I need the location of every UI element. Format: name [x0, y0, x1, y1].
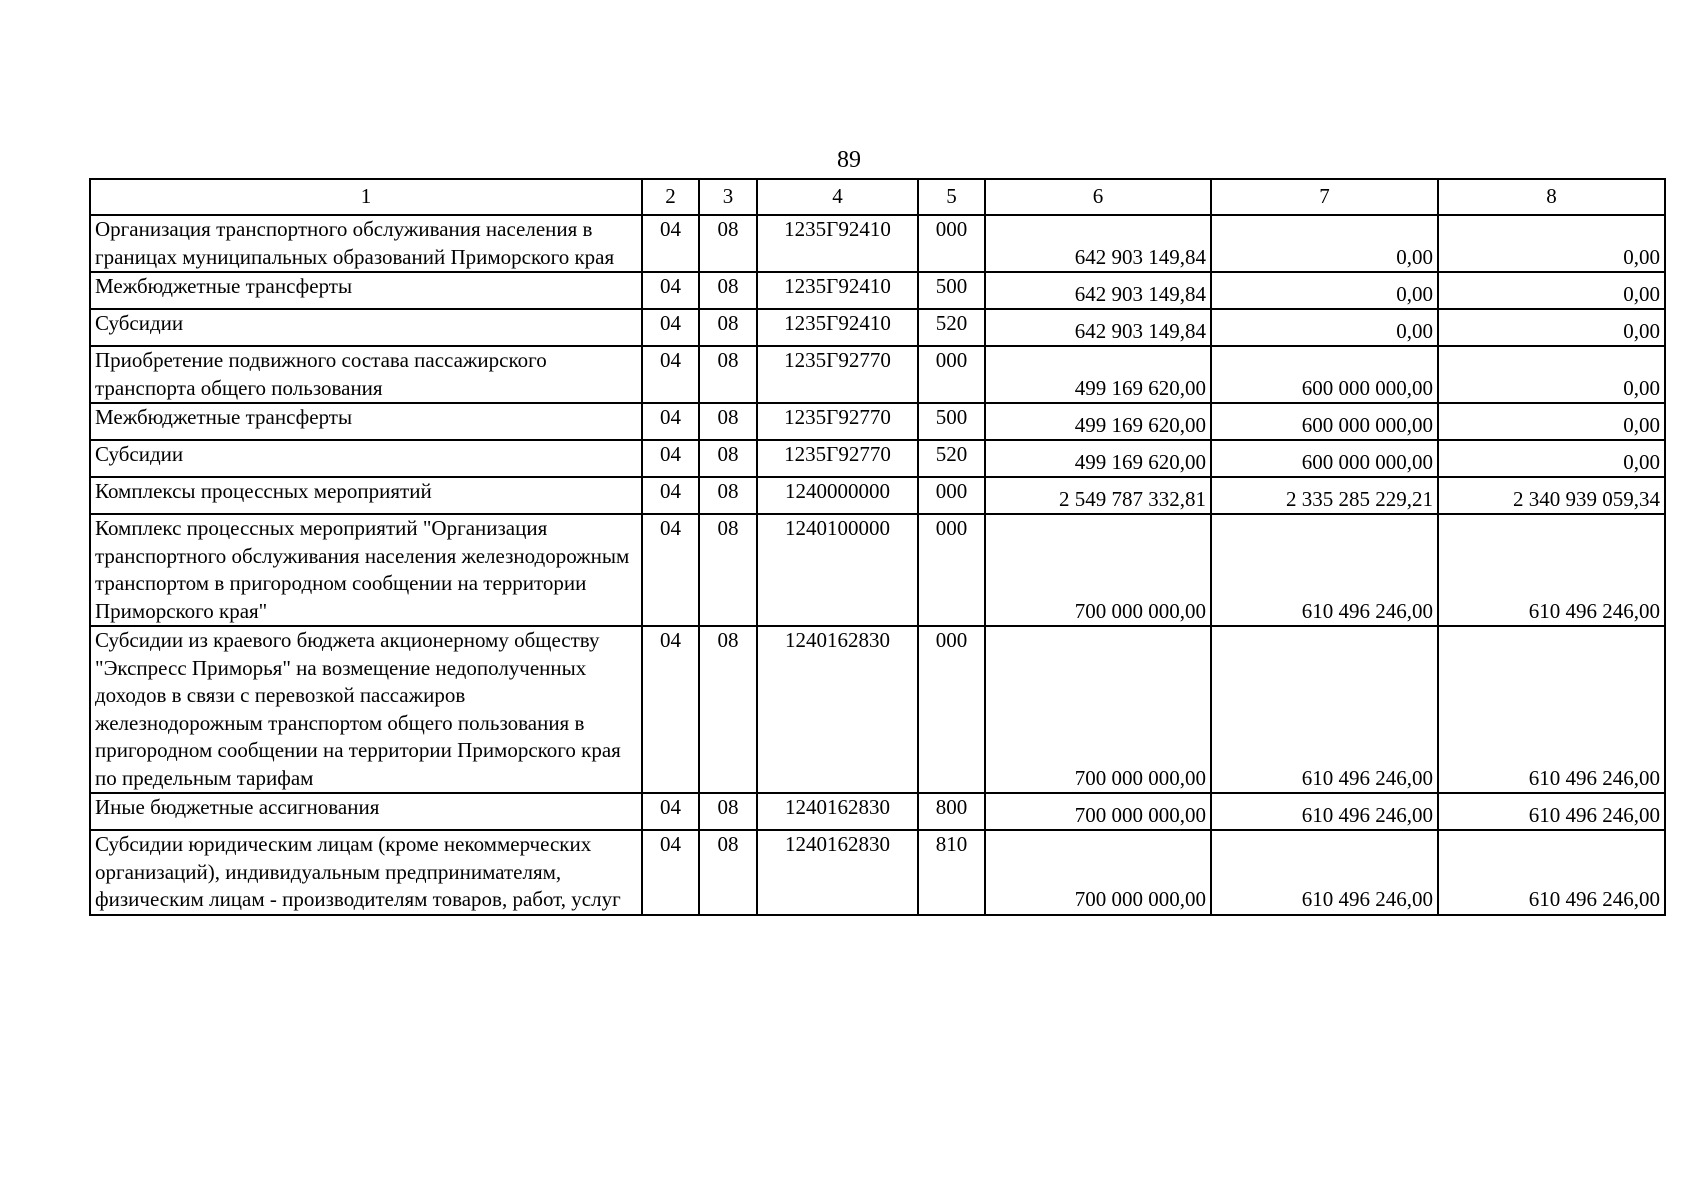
target-code-cell: 1235Г92770: [757, 403, 918, 440]
expense-type-cell: 520: [918, 309, 985, 346]
table-row: [90, 514, 1665, 626]
subsection-cell: 08: [699, 272, 757, 309]
amount-cell: 642 903 149,84: [985, 215, 1211, 272]
table-row: [90, 309, 1665, 346]
column-header: 5: [918, 179, 985, 215]
section-cell: 04: [642, 272, 699, 309]
item-name-cell: Субсидии юридическим лицам (кроме некоммерческих организаций), индивидуальным предпринимателям, физическим лицам - производителям товаров, работ, услуг: [90, 830, 642, 915]
expense-type-cell: 000: [918, 346, 985, 403]
item-name-cell: Организация транспортного обслуживания населения в границах муниципальных образований Приморского края: [90, 215, 642, 272]
amount-cell: 700 000 000,00: [985, 830, 1211, 915]
target-code-cell: 1235Г92770: [757, 346, 918, 403]
section-cell: 04: [642, 626, 699, 793]
column-header: 1: [90, 179, 642, 215]
item-name-cell: Субсидии из краевого бюджета акционерному обществу "Экспресс Приморья" на возмещение недополученных доходов в связи с перевозкой пассажиров железнодорожным транспортом общего пользования в пригородном сообщении на территории Приморского края по предельным тарифам: [90, 626, 642, 793]
subsection-cell: 08: [699, 626, 757, 793]
amount-cell: 2 549 787 332,81: [985, 477, 1211, 514]
amount-cell: 610 496 246,00: [1211, 830, 1438, 915]
section-cell: 04: [642, 830, 699, 915]
subsection-cell: 08: [699, 830, 757, 915]
item-name-cell: Субсидии: [90, 440, 642, 477]
amount-cell: 610 496 246,00: [1438, 830, 1665, 915]
item-name-cell: Межбюджетные трансферты: [90, 403, 642, 440]
section-cell: 04: [642, 309, 699, 346]
subsection-cell: 08: [699, 346, 757, 403]
amount-cell: 0,00: [1438, 403, 1665, 440]
column-header: 7: [1211, 179, 1438, 215]
table-header-row: [90, 179, 1665, 215]
subsection-cell: 08: [699, 514, 757, 626]
amount-cell: 2 340 939 059,34: [1438, 477, 1665, 514]
amount-cell: 600 000 000,00: [1211, 440, 1438, 477]
table-row: [90, 346, 1665, 403]
amount-cell: 0,00: [1211, 215, 1438, 272]
target-code-cell: 1240100000: [757, 514, 918, 626]
target-code-cell: 1240000000: [757, 477, 918, 514]
page-number: 89: [837, 147, 861, 173]
target-code-cell: 1240162830: [757, 830, 918, 915]
table-row: [90, 403, 1665, 440]
amount-cell: 2 335 285 229,21: [1211, 477, 1438, 514]
amount-cell: 0,00: [1211, 272, 1438, 309]
amount-cell: 499 169 620,00: [985, 440, 1211, 477]
subsection-cell: 08: [699, 403, 757, 440]
section-cell: 04: [642, 440, 699, 477]
expense-type-cell: 000: [918, 626, 985, 793]
budget-table: [89, 178, 1666, 916]
amount-cell: 610 496 246,00: [1438, 793, 1665, 830]
table-row: [90, 272, 1665, 309]
amount-cell: 700 000 000,00: [985, 793, 1211, 830]
amount-cell: 0,00: [1438, 309, 1665, 346]
section-cell: 04: [642, 346, 699, 403]
amount-cell: 610 496 246,00: [1438, 514, 1665, 626]
amount-cell: 610 496 246,00: [1211, 514, 1438, 626]
expense-type-cell: 810: [918, 830, 985, 915]
amount-cell: 700 000 000,00: [985, 514, 1211, 626]
target-code-cell: 1235Г92410: [757, 272, 918, 309]
target-code-cell: 1235Г92770: [757, 440, 918, 477]
item-name-cell: Иные бюджетные ассигнования: [90, 793, 642, 830]
amount-cell: 700 000 000,00: [985, 626, 1211, 793]
section-cell: 04: [642, 477, 699, 514]
target-code-cell: 1240162830: [757, 793, 918, 830]
target-code-cell: 1235Г92410: [757, 215, 918, 272]
subsection-cell: 08: [699, 309, 757, 346]
amount-cell: 642 903 149,84: [985, 272, 1211, 309]
amount-cell: 0,00: [1438, 215, 1665, 272]
amount-cell: 0,00: [1438, 346, 1665, 403]
section-cell: 04: [642, 403, 699, 440]
subsection-cell: 08: [699, 215, 757, 272]
expense-type-cell: 000: [918, 514, 985, 626]
amount-cell: 600 000 000,00: [1211, 403, 1438, 440]
item-name-cell: Межбюджетные трансферты: [90, 272, 642, 309]
section-cell: 04: [642, 793, 699, 830]
item-name-cell: Субсидии: [90, 309, 642, 346]
amount-cell: 610 496 246,00: [1438, 626, 1665, 793]
expense-type-cell: 520: [918, 440, 985, 477]
amount-cell: 600 000 000,00: [1211, 346, 1438, 403]
column-header: 3: [699, 179, 757, 215]
amount-cell: 610 496 246,00: [1211, 793, 1438, 830]
item-name-cell: Комплексы процессных мероприятий: [90, 477, 642, 514]
amount-cell: 499 169 620,00: [985, 403, 1211, 440]
expense-type-cell: 000: [918, 477, 985, 514]
section-cell: 04: [642, 514, 699, 626]
expense-type-cell: 500: [918, 272, 985, 309]
amount-cell: 0,00: [1438, 440, 1665, 477]
table-row: [90, 440, 1665, 477]
item-name-cell: Приобретение подвижного состава пассажирского транспорта общего пользования: [90, 346, 642, 403]
table-row: [90, 477, 1665, 514]
item-name-cell: Комплекс процессных мероприятий "Организация транспортного обслуживания населения железнодорожным транспортом в пригородном сообщении на территории Приморского края": [90, 514, 642, 626]
target-code-cell: 1235Г92410: [757, 309, 918, 346]
amount-cell: 642 903 149,84: [985, 309, 1211, 346]
amount-cell: 0,00: [1438, 272, 1665, 309]
amount-cell: 499 169 620,00: [985, 346, 1211, 403]
column-header: 8: [1438, 179, 1665, 215]
column-header: 6: [985, 179, 1211, 215]
subsection-cell: 08: [699, 793, 757, 830]
column-header: 2: [642, 179, 699, 215]
amount-cell: 610 496 246,00: [1211, 626, 1438, 793]
table-row: [90, 215, 1665, 272]
target-code-cell: 1240162830: [757, 626, 918, 793]
table-row: [90, 793, 1665, 830]
table-row: [90, 830, 1665, 915]
amount-cell: 0,00: [1211, 309, 1438, 346]
expense-type-cell: 800: [918, 793, 985, 830]
expense-type-cell: 500: [918, 403, 985, 440]
table-row: [90, 626, 1665, 793]
expense-type-cell: 000: [918, 215, 985, 272]
subsection-cell: 08: [699, 477, 757, 514]
subsection-cell: 08: [699, 440, 757, 477]
section-cell: 04: [642, 215, 699, 272]
column-header: 4: [757, 179, 918, 215]
